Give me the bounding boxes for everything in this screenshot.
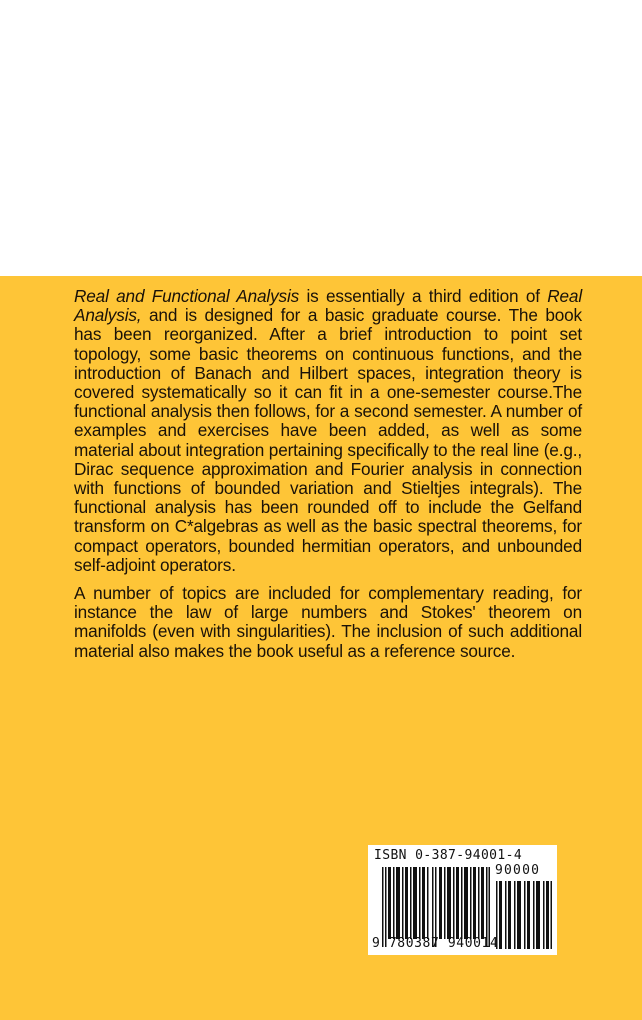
description-paragraph-2: A number of topics are included for complementary reading, for instance the law of large numbers and Stokes' theorem on manifolds (even with singularities). The inclusion of such additional material also makes the book useful as a reference source. — [74, 583, 582, 661]
book-description — [74, 287, 582, 670]
price-addon-code: 90000 — [495, 863, 541, 878]
description-text: is essentially a third edition of — [299, 286, 548, 306]
isbn-barcode — [368, 845, 557, 955]
book-title: Real and Functional Analysis — [74, 286, 300, 306]
ean-barcode-bars — [382, 867, 490, 947]
description-text: and is designed for a basic graduate course. The book has been reorganized. After a brief introduction to point set topology, some basic theorems on continuous functions, and the introduction of Banach and Hilbert spaces, integration theory is covered systematically so it can fit in a one-semester course.The functional analysis then follows, for a second semester. A number of examples and exercises have been added, as well as some material about integration pertaining specifically to the real line (e.g., Dirac sequence approximation and Fourier analysis in connection with functions of bounded variation and Stieltjes integrals). The functional analysis has been rounded off to include the Gelfand transform on C*algebras as well as the basic spectral theorems, for compact operators, bounded hermitian operators, and unbounded self-adjoint operators. — [74, 305, 582, 575]
ean-number: 9 780387 940014 — [372, 936, 499, 951]
addon-barcode-bars — [496, 881, 552, 949]
isbn-label: ISBN 0-387-94001-4 — [374, 848, 523, 863]
top-white-band — [0, 0, 642, 276]
prior-book-title: Real Analysis, — [74, 286, 583, 326]
description-paragraph-1 — [74, 287, 582, 575]
